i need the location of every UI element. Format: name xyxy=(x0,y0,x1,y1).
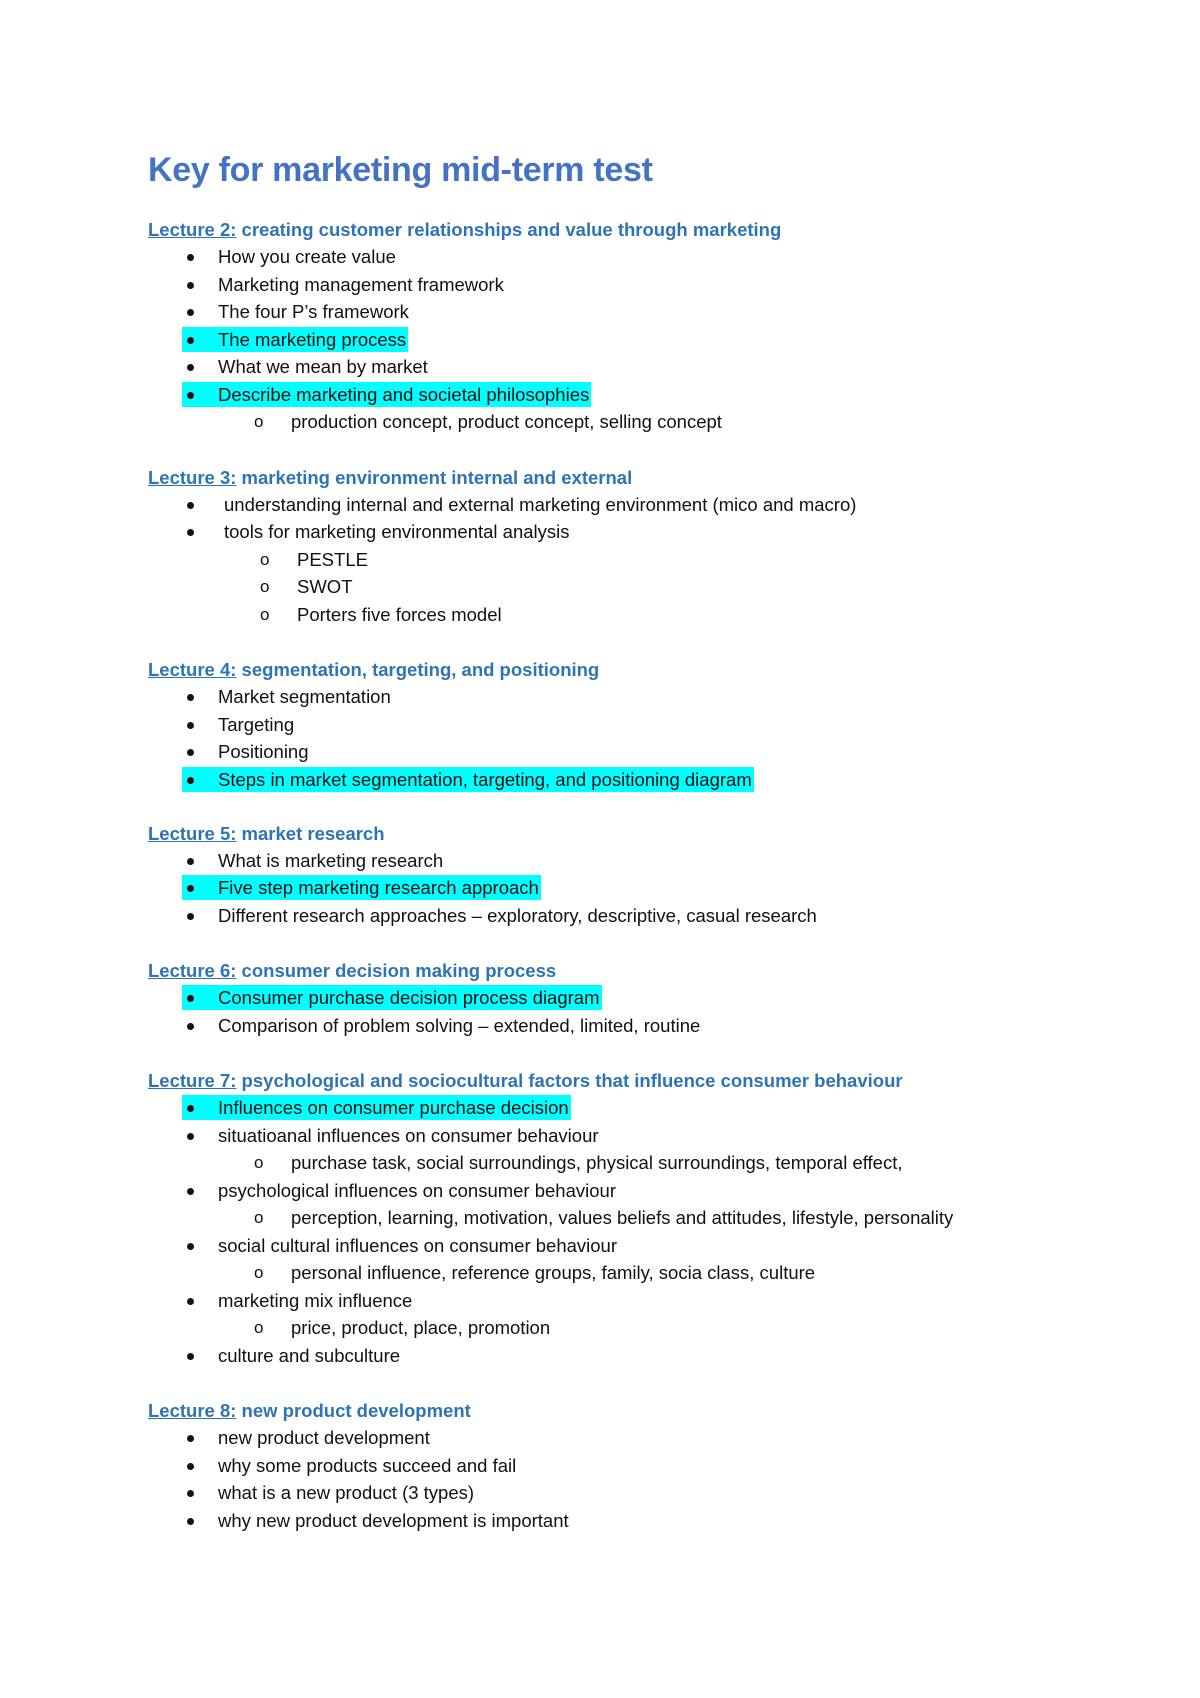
list-item xyxy=(148,738,1108,766)
lecture-sections xyxy=(148,216,1108,1534)
circle-bullet-icon: o xyxy=(254,1153,264,1172)
sub-list-item-text: SWOT xyxy=(297,576,353,597)
highlighted-list-item xyxy=(182,327,408,352)
list-item-text: culture and subculture xyxy=(218,1344,401,1366)
list-item xyxy=(148,711,1108,739)
circle-bullet-icon: o xyxy=(254,1263,264,1282)
sub-list-item-text: price, product, place, promotion xyxy=(291,1317,551,1338)
list-item-text: Describe marketing and societal philosophies xyxy=(218,383,590,405)
list-item xyxy=(148,1177,1108,1205)
highlighted-list-item xyxy=(182,767,754,792)
list-item-text: psychological influences on consumer behaviour xyxy=(218,1179,616,1201)
bullet-list xyxy=(148,847,1108,930)
lecture-topic: segmentation, targeting, and positioning xyxy=(236,659,600,680)
list-item-text: The marketing process xyxy=(218,328,407,350)
list-item xyxy=(148,298,1108,326)
list-item xyxy=(148,1287,1108,1315)
list-item xyxy=(148,1424,1108,1452)
sub-list-item xyxy=(148,1259,1108,1287)
sub-list-item xyxy=(148,1204,1108,1232)
sub-list-item-text: personal influence, reference groups, family, socia class, culture xyxy=(291,1262,816,1283)
bullet-icon xyxy=(187,1298,194,1305)
bullet-list xyxy=(148,683,1108,792)
bullet-icon xyxy=(187,1188,194,1195)
list-item xyxy=(148,847,1108,875)
sub-list-item-text: Porters five forces model xyxy=(297,603,502,625)
list-item-text: what is a new product (3 types) xyxy=(218,1482,475,1503)
bullet-list xyxy=(148,1424,1108,1534)
highlighted-list-item xyxy=(182,985,602,1010)
circle-bullet-icon: o xyxy=(260,577,270,596)
circle-bullet-icon: o xyxy=(254,412,264,431)
lecture-section xyxy=(148,820,1108,930)
list-item-text: Influences on consumer purchase decision xyxy=(218,1097,569,1118)
bullet-list xyxy=(148,985,1108,1039)
lecture-section xyxy=(148,1067,1108,1369)
list-item-text: The four P’s framework xyxy=(218,301,409,322)
bullet-list xyxy=(148,243,1108,436)
list-item xyxy=(148,1479,1108,1507)
bullet-icon xyxy=(187,502,194,509)
bullet-icon xyxy=(187,858,194,865)
bullet-icon xyxy=(187,1435,194,1442)
circle-bullet-icon: o xyxy=(260,549,270,569)
page-title: Key for marketing mid-term test xyxy=(148,151,653,189)
bullet-icon xyxy=(187,722,194,729)
bullet-icon xyxy=(187,995,194,1002)
lecture-topic: consumer decision making process xyxy=(236,960,557,981)
lecture-number: Lecture 8: xyxy=(148,1400,237,1421)
highlighted-list-item xyxy=(182,875,541,900)
list-item-text: Market segmentation xyxy=(218,686,391,707)
lecture-heading xyxy=(148,216,1108,243)
lecture-section xyxy=(148,216,1108,436)
lecture-number: Lecture 7: xyxy=(148,1070,237,1091)
sub-list-item xyxy=(148,573,1108,601)
bullet-icon xyxy=(187,777,194,784)
list-item-text: Targeting xyxy=(218,713,295,735)
list-item xyxy=(148,1122,1108,1150)
list-item xyxy=(148,1012,1108,1040)
lecture-heading xyxy=(148,656,1108,683)
bullet-icon xyxy=(187,1133,194,1140)
bullet-list xyxy=(148,491,1108,629)
list-item xyxy=(148,518,1108,546)
list-item-text: Comparison of problem solving – extended, limited, routine xyxy=(218,1014,701,1036)
lecture-heading xyxy=(148,1397,1108,1424)
lecture-heading xyxy=(148,1067,1108,1094)
bullet-icon xyxy=(187,1353,194,1360)
lecture-heading xyxy=(148,957,1108,984)
bullet-icon xyxy=(187,1023,194,1030)
document-page xyxy=(148,150,1108,1562)
lecture-topic: new product development xyxy=(236,1400,471,1421)
list-item-text: situatioanal influences on consumer behaviour xyxy=(218,1124,599,1146)
lecture-section xyxy=(148,1397,1108,1534)
bullet-icon xyxy=(187,749,194,756)
lecture-section xyxy=(148,957,1108,1039)
list-item xyxy=(148,271,1108,299)
lecture-topic: marketing environment internal and external xyxy=(236,466,633,488)
sub-list-item-text: production concept, product concept, selling concept xyxy=(291,411,722,432)
lecture-topic: psychological and sociocultural factors that influence consumer behaviour xyxy=(236,1070,903,1091)
lecture-topic: market research xyxy=(236,822,385,844)
circle-bullet-icon: o xyxy=(254,1318,264,1337)
lecture-heading xyxy=(148,464,1108,491)
lecture-number: Lecture 4: xyxy=(148,659,237,680)
lecture-number: Lecture 5: xyxy=(148,822,237,844)
bullet-icon xyxy=(187,1518,194,1525)
list-item-text: Positioning xyxy=(218,741,309,762)
bullet-icon xyxy=(187,885,194,892)
bullet-icon xyxy=(187,1243,194,1250)
list-item-text: Steps in market segmentation, targeting, and positioning diagram xyxy=(218,768,752,790)
list-item-text: Marketing management framework xyxy=(218,273,504,295)
bullet-icon xyxy=(187,309,194,316)
bullet-icon xyxy=(187,364,194,371)
bullet-icon xyxy=(187,254,194,261)
list-item-text: understanding internal and external marketing environment (mico and macro) xyxy=(224,493,857,515)
lecture-number: Lecture 3: xyxy=(148,466,237,488)
list-item-text: What we mean by market xyxy=(218,356,428,377)
list-item-text: tools for marketing environmental analysis xyxy=(224,521,570,542)
sub-list-item-text: purchase task, social surroundings, physical surroundings, temporal effect, xyxy=(291,1152,903,1173)
lecture-section xyxy=(148,464,1108,629)
bullet-icon xyxy=(187,1463,194,1470)
list-item xyxy=(148,902,1108,930)
list-item-text: new product development xyxy=(218,1427,430,1448)
bullet-icon xyxy=(187,1105,194,1112)
list-item-text: Five step marketing research approach xyxy=(218,877,539,898)
lecture-section xyxy=(148,656,1108,792)
list-item-text: How you create value xyxy=(218,246,396,267)
highlighted-list-item xyxy=(182,1095,571,1120)
highlighted-list-item xyxy=(182,382,591,407)
list-item xyxy=(148,491,1108,519)
list-item-text: What is marketing research xyxy=(218,849,444,871)
lecture-number: Lecture 2: xyxy=(148,219,237,240)
lecture-number: Lecture 6: xyxy=(148,960,237,981)
bullet-icon xyxy=(187,913,194,920)
bullet-list xyxy=(148,1095,1108,1369)
circle-bullet-icon: o xyxy=(254,1208,264,1227)
list-item-text: why new product development is important xyxy=(218,1509,569,1531)
list-item xyxy=(148,353,1108,381)
bullet-icon xyxy=(187,1490,194,1497)
circle-bullet-icon: o xyxy=(260,604,270,624)
list-item xyxy=(148,683,1108,711)
sub-list-item-text: perception, learning, motivation, values beliefs and attitudes, lifestyle, personality xyxy=(291,1207,954,1228)
sub-list-item xyxy=(148,601,1108,629)
list-item-text: social cultural influences on consumer behaviour xyxy=(218,1234,617,1256)
list-item xyxy=(148,243,1108,271)
list-item-text: Different research approaches – exploratory, descriptive, casual research xyxy=(218,904,817,926)
bullet-icon xyxy=(187,337,194,344)
list-item xyxy=(148,1342,1108,1370)
list-item-text: Consumer purchase decision process diagram xyxy=(218,987,600,1008)
list-item-text: why some products succeed and fail xyxy=(218,1454,517,1476)
sub-list-item xyxy=(148,408,1108,436)
sub-list-item xyxy=(148,1149,1108,1177)
list-item xyxy=(148,1507,1108,1535)
lecture-heading xyxy=(148,820,1108,847)
bullet-icon xyxy=(187,694,194,701)
bullet-icon xyxy=(187,529,194,536)
sub-list-item xyxy=(148,546,1108,574)
sub-list-item xyxy=(148,1314,1108,1342)
list-item-text: marketing mix influence xyxy=(218,1289,413,1311)
bullet-icon xyxy=(187,282,194,289)
list-item xyxy=(148,1232,1108,1260)
list-item xyxy=(148,1452,1108,1480)
lecture-topic: creating customer relationships and value through marketing xyxy=(236,219,782,240)
bullet-icon xyxy=(187,392,194,399)
sub-list-item-text: PESTLE xyxy=(297,548,368,570)
